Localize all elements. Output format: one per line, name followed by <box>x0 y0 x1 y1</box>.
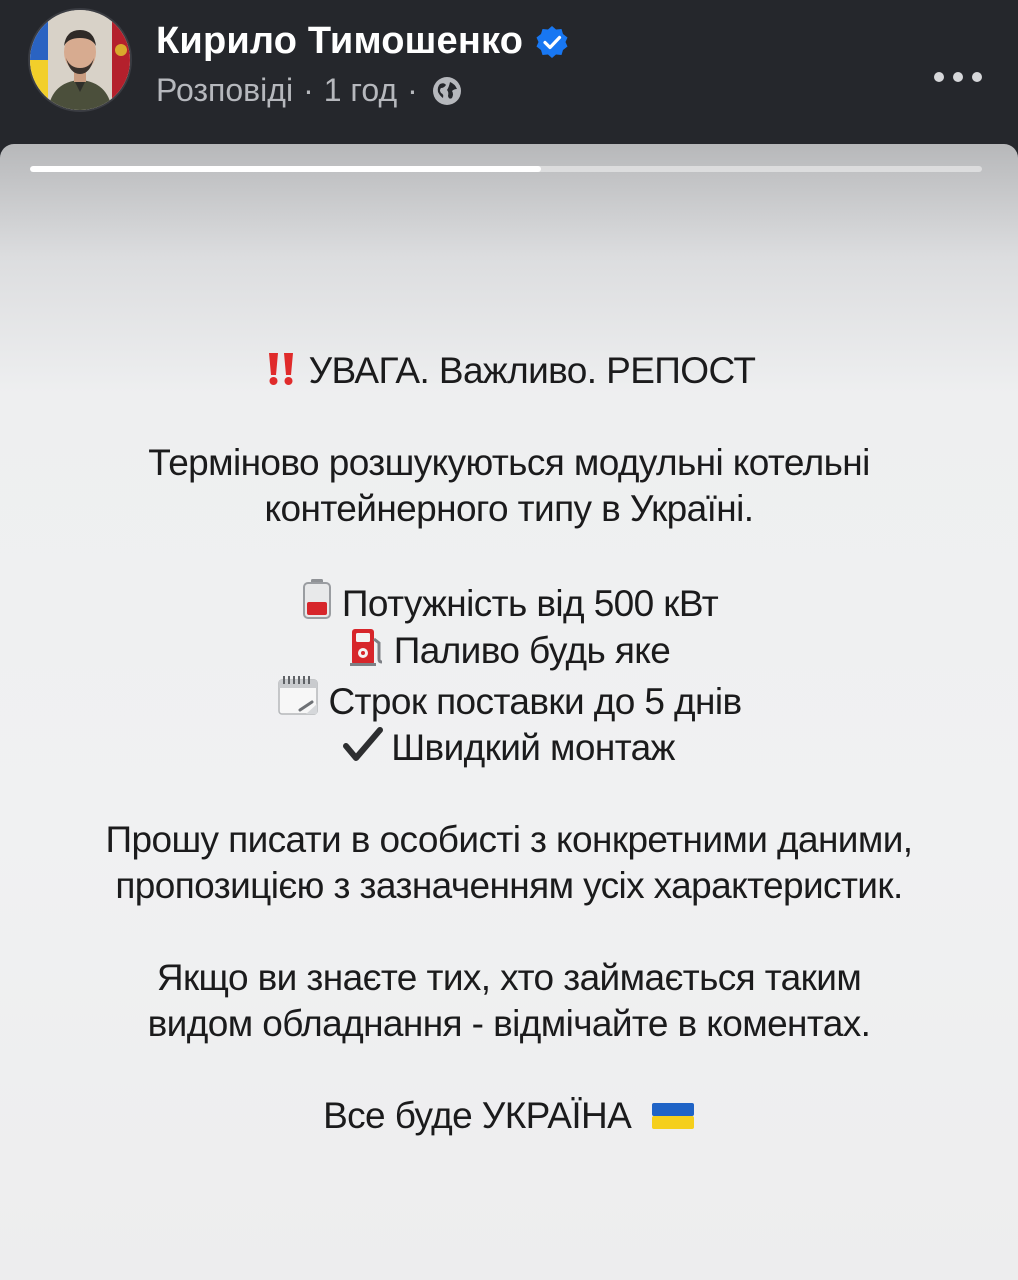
paragraph-1-line-1: Терміново розшукуються модульні котельні <box>148 442 870 483</box>
paragraph-2-line-2: пропозицією з зазначенням усіх характеристик. <box>115 865 903 906</box>
more-options-icon <box>934 72 944 82</box>
verified-badge-icon <box>535 25 569 59</box>
story-card[interactable] <box>0 144 1018 1280</box>
double-exclamation-icon <box>263 349 301 387</box>
meta-separator-2: · <box>407 72 418 108</box>
alert-text: УВАГА. Важливо. РЕПОСТ <box>308 350 756 391</box>
paragraph-1-line-2: контейнерного типу в Україні. <box>264 488 754 529</box>
feature-power <box>0 578 1018 627</box>
story-header <box>0 0 1018 144</box>
closing-line <box>0 1093 1018 1139</box>
ukraine-flag-icon <box>651 1100 695 1132</box>
feature-fuel <box>0 627 1018 674</box>
author-name-text[interactable]: Кирило Тимошенко <box>156 20 524 62</box>
story-progress-fill <box>30 166 541 172</box>
feature-install <box>0 725 1018 771</box>
closing-text: Все буде УКРАЇНА <box>323 1095 632 1136</box>
meta-separator: · <box>303 72 314 108</box>
feature-install-text: Швидкий монтаж <box>391 727 675 768</box>
check-mark-icon <box>343 726 383 764</box>
paragraph-3-line-1: Якщо ви знаєте тих, хто займається таким <box>156 957 862 998</box>
battery-icon <box>300 578 334 620</box>
paragraph-2-line-1: Прошу писати в особисті з конкретними даними, <box>105 819 913 860</box>
fuel-pump-icon <box>348 627 386 667</box>
story-text <box>0 348 1018 1139</box>
avatar[interactable] <box>28 8 132 112</box>
meta-time: 1 год <box>323 72 398 108</box>
feature-delivery <box>0 674 1018 725</box>
calendar-icon <box>276 674 320 718</box>
feature-power-text: Потужність від 500 кВт <box>341 583 719 624</box>
feature-delivery-text: Строк поставки до 5 днів <box>328 681 742 722</box>
story-meta <box>156 72 462 109</box>
story-progress-bar <box>30 166 982 172</box>
more-options-button[interactable] <box>934 62 982 92</box>
paragraph-3-line-2: видом обладнання - відмічайте в коментах. <box>147 1003 871 1044</box>
globe-icon <box>432 76 462 106</box>
meta-section[interactable]: Розповіді <box>156 72 294 108</box>
author-name[interactable] <box>156 20 569 63</box>
avatar-photo <box>30 10 130 110</box>
feature-fuel-text: Паливо будь яке <box>393 630 671 671</box>
alert-line <box>0 348 1018 394</box>
